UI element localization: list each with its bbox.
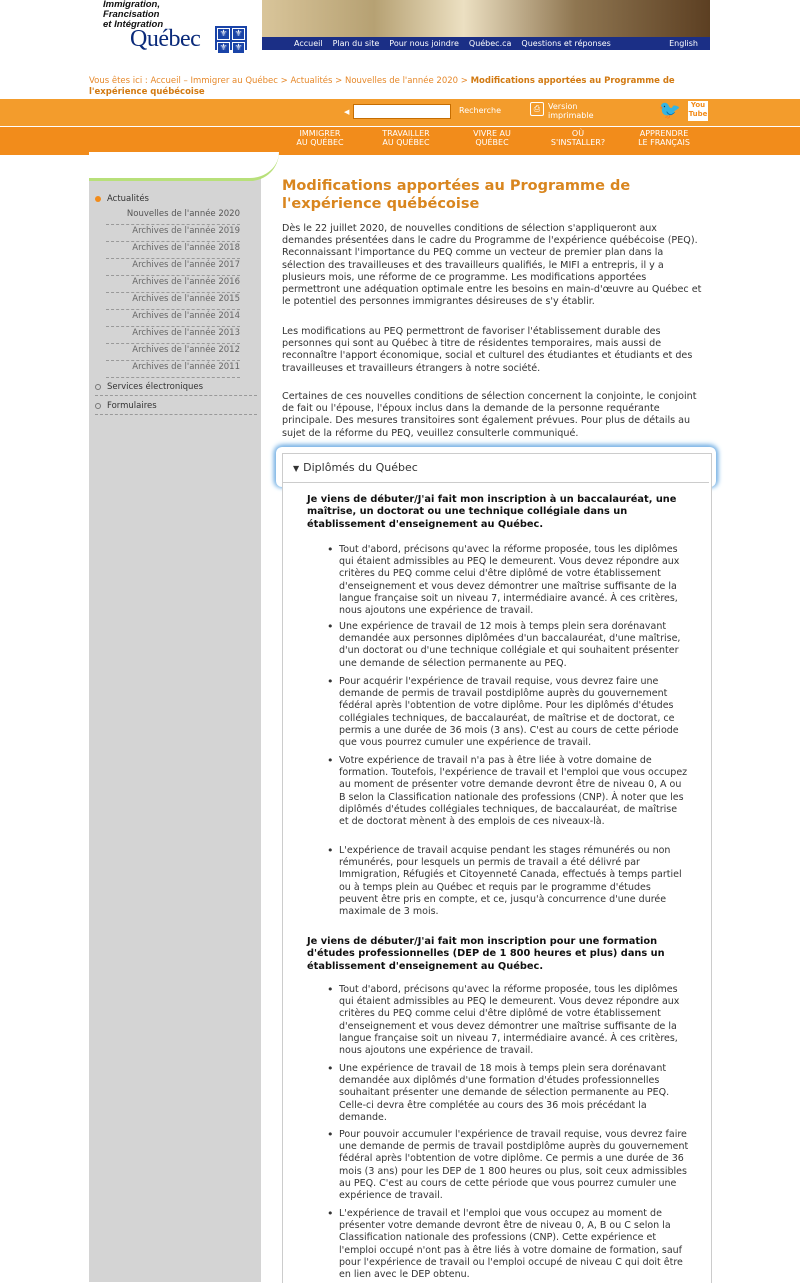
nav-label: IMMIGRER — [299, 129, 341, 138]
sidebar-subitem-2011[interactable]: Archives de l'année 2011 — [106, 361, 240, 378]
english-link[interactable]: English — [669, 39, 698, 48]
ministry-line-2: Francisation — [103, 9, 160, 20]
nav-travailler[interactable] — [363, 128, 449, 152]
sidebar-item-formulaires[interactable] — [95, 401, 257, 415]
list-item: • Une expérience de travail de 12 mois à temps plein sera dorénavant demandée aux personnes diplômées d'un baccalauréat, d'une maîtrise, d'un doctorat ou d'une technique collégiale et qui souhaitent présenter une demande de sélection permanente au PEQ. — [339, 621, 689, 670]
sidebar-item-services[interactable] — [95, 382, 257, 396]
top-nav — [262, 37, 710, 50]
search-button[interactable]: Recherche — [459, 106, 502, 115]
nav-vivre[interactable] — [449, 128, 535, 152]
youtube-icon[interactable]: You Tube — [688, 101, 708, 121]
top-nav-faq[interactable]: Questions et réponses — [521, 39, 611, 48]
question-heading-1: Je viens de débuter/J'ai fait mon inscription à un baccalauréat, une maîtrise, un doctorat ou une technique collégiale dans un établissement d'enseignement au Québec. — [307, 494, 677, 530]
nav-label: APPRENDRE — [639, 129, 689, 138]
sidebar-subitem-2016[interactable]: Archives de l'année 2016 — [106, 276, 240, 293]
nav-immigrer[interactable] — [277, 128, 363, 152]
caret-down-icon: ▼ — [293, 464, 300, 473]
nav-label: QUÉBEC — [475, 138, 509, 147]
list-item: • Tout d'abord, précisons qu'avec la réforme proposée, tous les diplômes qui étaient admissibles au PEQ le demeurent. Vous devez répondre aux critères du PEQ comme celui d'être diplômé de votre établissement d'enseignement et vous devez démontrer une maîtrise suffisante de la langue française soit un niveau 7, intermédiaire avancé. À ces critères, nous ajoutons une expérience de travail. — [339, 544, 689, 617]
breadcrumb — [89, 76, 689, 98]
ministry-line-3: et Intégration — [103, 19, 164, 30]
ministry-line-1: Immigration, — [103, 0, 161, 10]
page-title: Modifications apportées au Programme de l'expérience québécoise — [282, 178, 631, 212]
sidebar-item-label: Formulaires — [107, 401, 157, 411]
fleur-de-lis-flag-icon: ⚜ ⚜ ⚜ ⚜ — [215, 26, 247, 50]
sidebar-subitem-2014[interactable]: Archives de l'année 2014 — [106, 310, 240, 327]
top-nav-sitemap[interactable]: Plan du site — [332, 39, 380, 48]
nav-label: LE FRANÇAIS — [638, 138, 690, 147]
sidebar-subitem-2017[interactable]: Archives de l'année 2017 — [106, 259, 240, 276]
printer-icon: ⎙ — [530, 102, 544, 116]
accordion-header[interactable] — [283, 454, 709, 483]
bullet-icon — [95, 384, 101, 390]
list-item: • Tout d'abord, précisons qu'avec la réforme proposée, tous les diplômes qui étaient admissibles au PEQ le demeurent. Vous devez répondre aux critères du PEQ comme celui d'être diplômé de votre établissement d'enseignement et vous devez démontrer une maîtrise suffisante de la langue française soit un niveau 7, intermédiaire avancé. À ces critères, nous ajoutons une expérience de travail. — [339, 984, 689, 1057]
accordion-title: Diplômés du Québec — [303, 461, 418, 474]
sidebar-subitem-2018[interactable]: Archives de l'année 2018 — [106, 242, 240, 259]
list-item: • Votre expérience de travail n'a pas à être liée à votre domaine de formation. Toutefois, l'expérience de travail et l'emploi que vous occupez au moment de présenter votre demande devront être de niveau 0, A ou B selon la Classification nationale des professions (CNP). À noter que les diplômés d'études collégiales techniques, de baccalauréat, de maîtrise et de doctorat mènent à des emplois de ces niveaux-là. — [339, 755, 689, 828]
sidebar-subitem-2012[interactable]: Archives de l'année 2012 — [106, 344, 240, 361]
nav-label: VIVRE AU — [473, 129, 511, 138]
sidebar-item-label: Services électroniques — [107, 382, 204, 392]
nav-label: AU QUÉBEC — [296, 138, 344, 147]
print-version-link[interactable] — [530, 102, 594, 120]
quebec-logo[interactable]: Québec — [130, 26, 201, 52]
intro-paragraph-2: Les modifications au PEQ permettront de favoriser l'établissement durable des personnes qui sont au Québec à titre de résidentes temporaires, mais aussi de reconnaître l'apport économique, social et culturel des étudiantes et étudiants et des travailleuses et travailleurs étrangers à notre société. — [282, 326, 693, 374]
nav-label: OÙ — [571, 129, 585, 138]
nav-francais[interactable] — [621, 128, 707, 152]
main-nav — [277, 128, 707, 152]
search-bullet-icon: ◀ — [344, 108, 350, 116]
list-item: • Une expérience de travail de 18 mois à temps plein sera dorénavant demandée aux diplômés d'une formation d'études professionnelles souhaitant présenter une demande de sélection permanente au PEQ. Celle-ci devra être complétée au cours des 36 mois précédant la demande. — [339, 1063, 689, 1124]
print-line-1: Version — [548, 102, 578, 111]
list-item: • Pour pouvoir accumuler l'expérience de travail requise, vous devrez faire une demande de permis de travail postdiplôme auprès du gouvernement fédéral après l'obtention de votre diplôme. Ce permis a une durée de 36 mois (3 ans) pour les DEP de 1 800 heures ou plus, soit ceux admissibles au PEQ. C'est au cours de cette période que vous pourrez cumuler une expérience de travail. — [339, 1129, 689, 1202]
sidebar-subitem-2020[interactable]: Nouvelles de l'année 2020 — [106, 208, 240, 225]
sidebar-subitem-2015[interactable]: Archives de l'année 2015 — [106, 293, 240, 310]
bullet-icon — [95, 403, 101, 409]
top-nav-home[interactable]: Accueil — [294, 39, 323, 48]
top-nav-contact[interactable]: Pour nous joindre — [389, 39, 459, 48]
list-item: • L'expérience de travail et l'emploi que vous occupez au moment de présenter votre demande devront être de niveau 0, A, B ou C selon la Classification nationale des professions (CNP). Cette expérience et l'emploi occupé n'ont pas à être liés à votre domaine de formation, sauf pour l'expérience de travail ou l'emploi occupé de niveau C qui doit être en lien avec le DEP obtenu. — [339, 1208, 689, 1281]
sidebar-subitem-2019[interactable]: Archives de l'année 2019 — [106, 225, 240, 242]
sidebar-item-actualites[interactable] — [95, 194, 149, 204]
print-line-2: imprimable — [548, 111, 594, 120]
top-nav-quebec-ca[interactable]: Québec.ca — [468, 39, 512, 48]
breadcrumb-path[interactable]: Vous êtes ici : Accueil – Immigrer au Québec > Actualités > Nouvelles de l'année 2020 > — [89, 76, 471, 86]
twitter-icon[interactable]: 🐦 — [658, 100, 682, 121]
intro-paragraph-1: Dès le 22 juillet 2020, de nouvelles conditions de sélection s'appliqueront aux demandes présentées dans le cadre du Programme de l'expérience québécoise (PEQ). Reconnaissant l'importance du PEQ comme un vecteur de premier plan dans la sélection des travailleuses et des travailleurs qualifiés, le MIFI a entrepris, il y a plusieurs mois, une réforme de ce programme. Les modifications apportées permettront une adéquation optimale entre les besoins en main-d'œuvre au Québec et le potentiel des personnes immigrantes désireuses de s'y établir. — [282, 223, 702, 308]
intro-paragraph-3: Certaines de ces nouvelles conditions de sélection concernent la conjointe, le conjoint de fait ou l'épouse, l'époux inclus dans la demande de la personne requérante principale. Des mesures transitoires sont également prévues. Pour plus de détails au sujet de la réforme du PEQ, veuillez consulterle communiqué. — [282, 391, 697, 439]
search-input[interactable] — [353, 104, 451, 119]
active-bullet-icon — [95, 196, 101, 202]
sidebar-subitem-2013[interactable]: Archives de l'année 2013 — [106, 327, 240, 344]
list-item: • Pour acquérir l'expérience de travail requise, vous devrez faire une demande de permis de travail postdiplôme auprès du gouvernement fédéral après l'obtention de votre diplôme. Pour les diplômés d'études collégiales techniques, de baccalauréat, de maîtrise et de doctorat, ce permis a une durée de 36 mois (3 ans). C'est au cours de cette période que vous pourrez cumuler une expérience de travail. — [339, 676, 689, 749]
question-heading-2: Je viens de débuter/J'ai fait mon inscription pour une formation d'études professionnelles (DEP de 1 800 heures et plus) dans un établissement d'enseignement au Québec. — [307, 936, 665, 972]
sidebar-decor-curve — [89, 152, 279, 181]
nav-label: AU QUÉBEC — [382, 138, 430, 147]
list-item: • L'expérience de travail acquise pendant les stages rémunérés ou non rémunérés, pour lesquels un permis de travail a été délivré par Immigration, Réfugiés et Citoyenneté Canada, effectués à temps partiel ou à temps plein au Québec et requis par le programme d'études peuvent être pris en compte, et ce, jusqu'à concurrence d'une durée maximale de 3 mois. — [339, 845, 689, 918]
banner-photo — [262, 0, 710, 37]
sidebar-item-label: Actualités — [107, 194, 149, 204]
nav-installer[interactable] — [535, 128, 621, 152]
nav-label: TRAVAILLER — [382, 129, 430, 138]
nav-label: S'INSTALLER? — [550, 138, 606, 147]
breadcrumb-current: Modifications apportées au Programme de l'expérience québécoise — [89, 76, 675, 97]
